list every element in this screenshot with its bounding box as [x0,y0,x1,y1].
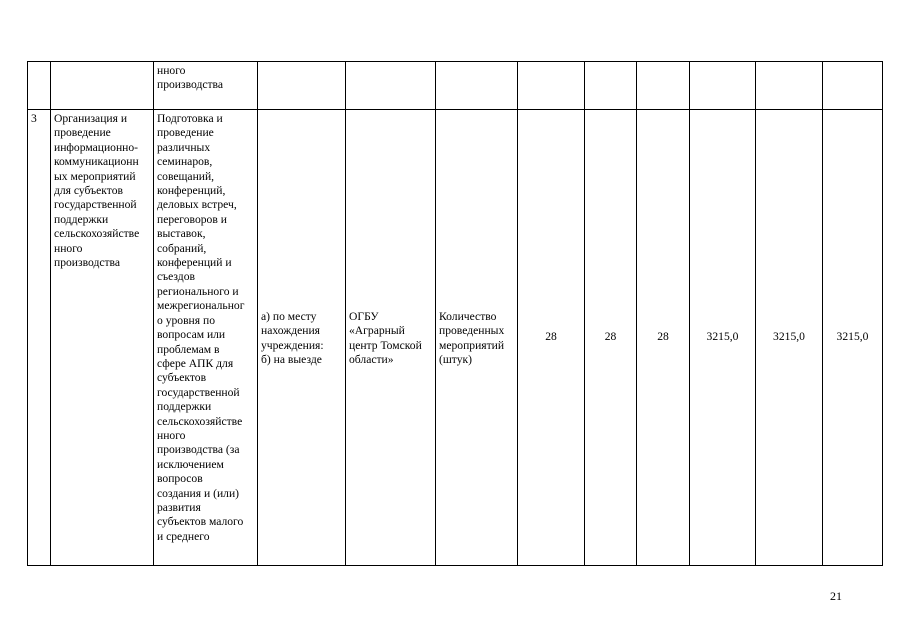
value-cell [637,62,690,110]
funding-cell [690,62,756,110]
executor-cell: ОГБУ «Аграрный центр Томской области» [346,110,436,566]
activity-cell: Подготовка и проведение различных семинаров, совещаний, конференций, деловых встреч, переговоров и выставок, собраний, конференций и съездов регионального и межрегиональног о уровня по вопросам или проблемам в сфере АПК для субъектов государственной поддержки сельскохозяйстве нного производства (за исключением вопросов создания и (или) развития субъектов малого и среднего [154,110,258,566]
value-cell: 28 [637,110,690,566]
table-row [28,110,883,566]
funding-cell [823,62,883,110]
value-cell: 28 [518,110,585,566]
page-number: 21 [830,589,842,603]
indicator-cell [436,62,518,110]
place-cell: а) по месту нахождения учреждения: б) на выезде [258,110,346,566]
value-cell [518,62,585,110]
funding-cell [756,62,823,110]
executor-cell [346,62,436,110]
document-table [27,61,883,566]
row-number [28,62,51,110]
row-number: 3 [28,110,51,566]
funding-cell: 3215,0 [756,110,823,566]
value-cell: 28 [585,110,637,566]
place-cell [258,62,346,110]
value-cell [585,62,637,110]
funding-cell: 3215,0 [823,110,883,566]
table-row [28,62,883,110]
indicator-cell: Количество проведенных мероприятий (штук) [436,110,518,566]
activity-cell: нного производства [154,62,258,110]
task-cell [51,62,154,110]
funding-cell: 3215,0 [690,110,756,566]
task-cell: Организация и проведение информационно- коммуникационн ых мероприятий для субъектов государственной поддержки сельскохозяйстве нного производства [51,110,154,566]
